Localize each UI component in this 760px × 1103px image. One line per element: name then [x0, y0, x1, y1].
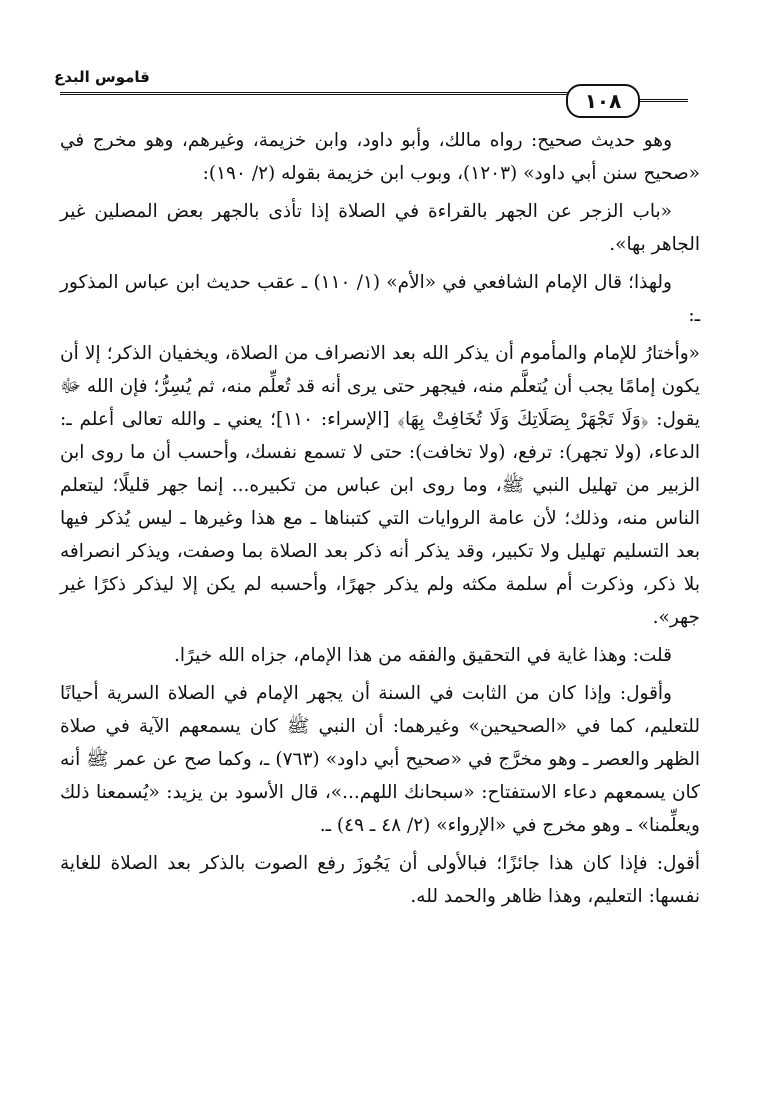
- paragraph: «وأختارُ للإمام والمأموم أن يذكر الله بعد الانصراف من الصلاة، ويخفيان الذكر؛ إلا أن يكون إمامًا يجب أن يُتعلَّم منه، فيجهر حتى يرى أنه قد تُعلِّم منه، ثم يُسِرُّ؛ فإن الله ﷻ يقول: ﴿وَلَا تَجْهَرْ بِصَلَاتِكَ وَلَا تُخَافِتْ بِهَا﴾ [الإسراء: ١١٠]؛ يعني ـ والله تعالى أعلم ـ: الدعاء، (ولا تجهر): ترفع، (ولا تخافت): حتى لا تسمع نفسك، وأحسب أن ما روى ابن الزبير من تهليل النبي ﷺ، وما روى ابن عباس من تكبيره... إنما جهر قليلًا؛ ليتعلم الناس منه، وذلك؛ لأن عامة الروايات التي كتبناها ـ مع هذا وغيرها ـ ليس يُذكر فيها بعد التسليم تهليل ولا تكبير، وقد يذكر أنه ذكر بعد الصلاة بما وصفت، ويذكر انصرافه بلا ذكر، وذكرت أم سلمة مكثه ولم يذكر جهرًا، وأحسبه لم يكن إلا ليذكر ذكرًا غير جهر».: [60, 343, 700, 628]
- paragraph: وأقول: وإذا كان من الثابت في السنة أن يجهر الإمام في الصلاة السرية أحيانًا للتعليم، كما في «الصحيحين» وغيرهما: أن النبي ﷺ كان يسمعهم الآية في صلاة الظهر والعصر ـ وهو مخرَّج في «صحيح أبي داود» (٧٦٣) ـ، وكما صح عن عمر ﷺ أنه كان يسمعهم دعاء الاستفتاح: «سبحانك اللهم...»، قال الأسود بن يزيد: «يُسمعنا ذلك ويعلِّمنا» ـ وهو مخرج في «الإرواء» (٢/ ٤٨ ـ ٤٩) ـ.: [60, 683, 700, 836]
- paragraph: قلت: وهذا غاية في التحقيق والفقه من هذا الإمام، جزاه الله خيرًا.: [173, 645, 672, 666]
- header-rule: [60, 92, 580, 95]
- page-number: ١٠٨: [566, 84, 640, 118]
- paragraph: وهو حديث صحيح: رواه مالك، وأبو داود، وابن خزيمة، وغيرهم، وهو مخرج في «صحيح سنن أبي داود» (١٢٠٣)، وبوب ابن خزيمة بقوله (٢/ ١٩٠):: [60, 130, 700, 184]
- paragraph: «باب الزجر عن الجهر بالقراءة في الصلاة إذا تأذى بالجهر بعض المصلين غير الجاهر بها».: [60, 201, 700, 255]
- paragraph: أقول: فإذا كان هذا جائزًا؛ فبالأولى أن يَجُوزَ رفع الصوت بالذكر بعد الصلاة للغاية نفسها: التعليم، وهذا ظاهر والحمد لله.: [60, 853, 700, 907]
- running-title: قاموس البدع: [54, 68, 150, 86]
- header-rule-tail: [636, 99, 688, 102]
- paragraph: ولهذا؛ قال الإمام الشافعي في «الأم» (١/ ١١٠) ـ عقب حديث ابن عباس المذكور ـ:: [60, 272, 700, 326]
- body-text: [60, 124, 700, 918]
